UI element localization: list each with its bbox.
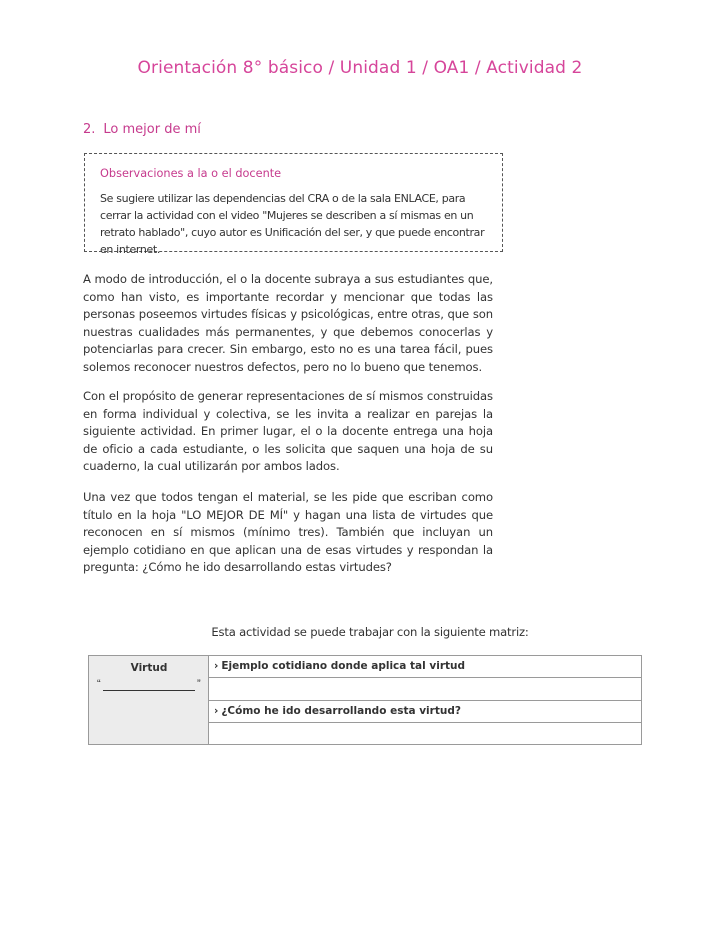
virtue-matrix-table bbox=[88, 655, 642, 745]
matrix-row-development bbox=[209, 701, 641, 723]
matrix-intro: Esta actividad se puede trabajar con la siguiente matriz: bbox=[211, 625, 529, 639]
section-number: 2. bbox=[83, 122, 96, 137]
page-title: Orientación 8° básico / Unidad 1 / OA1 / Actividad 2 bbox=[137, 58, 583, 78]
paragraph-purpose: Con el propósito de generar representaciones de sí mismos construidas en forma individual y colectiva, se les invita a realizar en parejas la siguiente actividad. En primer lugar, el o la docente entrega una hoja de oficio a cada estudiante, o les solicita que saquen una hoja de su cuaderno, la cual utilizarán por ambos lados. bbox=[83, 389, 493, 474]
matrix-row-example bbox=[209, 656, 641, 678]
observations-title: Observaciones a la o el docente bbox=[100, 167, 282, 180]
virtud-label: Virtud bbox=[130, 662, 168, 674]
section-heading bbox=[83, 122, 201, 137]
observations-body: Se sugiere utilizar las dependencias del CRA o de la sala ENLACE, para cerrar la actividad con el video "Mujeres se describen a sí mismas en un retrato hablado", cuyo autor es Unificación del ser, y que puede encontrar en internet. bbox=[100, 192, 485, 256]
matrix-virtud-cell bbox=[89, 656, 209, 744]
virtud-blank-line bbox=[103, 690, 195, 691]
paragraph-introduction: A modo de introducción, el o la docente subraya a sus estudiantes que, como han visto, es importante recordar y mencionar que todas las personas poseemos virtudes físicas y psicológicas, entre otras, que son nuestras cualidades más permanentes, y que debemos conocerlas y potenciarlas para crecer. Sin embargo, esto no es una tarea fácil, pues solemos reconocer nuestros defectos, pero no lo bueno que tenemos. bbox=[83, 272, 493, 374]
matrix-row-example-label: Ejemplo cotidiano donde aplica tal virtud bbox=[221, 660, 466, 672]
arrow-icon: › bbox=[214, 660, 219, 672]
matrix-row-example-answer bbox=[209, 678, 641, 700]
matrix-row-development-answer bbox=[209, 723, 641, 744]
paragraph-instructions: Una vez que todos tengan el material, se les pide que escriban como título en la hoja "LO MEJOR DE MÍ" y hagan una lista de virtudes que reconocen en sí mismos (mínimo tres). También que incluyan un ejemplo cotidiano en que aplican una de esas virtudes y respondan la pregunta: ¿Cómo he ido desarrollando estas virtudes? bbox=[83, 490, 493, 575]
section-title: Lo mejor de mí bbox=[103, 122, 201, 137]
quote-close: ” bbox=[197, 678, 201, 690]
teacher-observations-box bbox=[84, 153, 503, 256]
matrix-right-column bbox=[209, 656, 641, 744]
quote-open: “ bbox=[97, 678, 101, 690]
matrix-row-development-label: ¿Cómo he ido desarrollando esta virtud? bbox=[221, 704, 461, 717]
arrow-icon: › bbox=[214, 704, 219, 717]
